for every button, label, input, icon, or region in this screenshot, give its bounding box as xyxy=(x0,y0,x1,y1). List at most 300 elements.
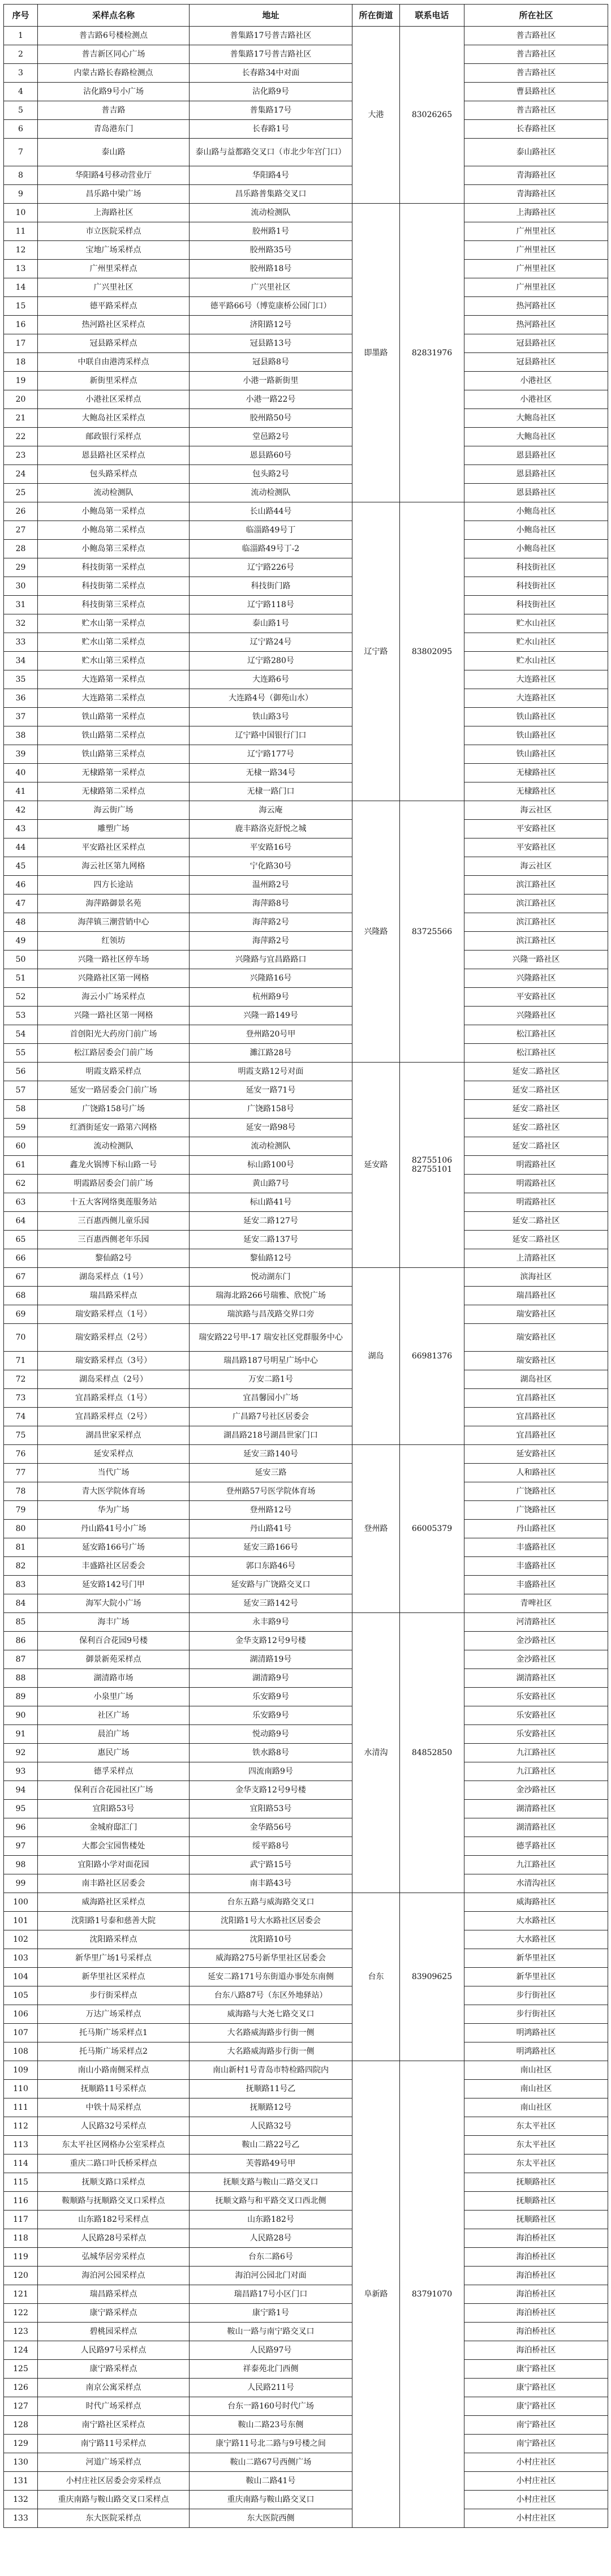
address-cell: 海泊河公园北门对面 xyxy=(190,2267,352,2285)
row-index: 121 xyxy=(4,2285,38,2304)
site-name-cell: 四方长途站 xyxy=(38,876,190,894)
row-index: 73 xyxy=(4,1389,38,1408)
table-row xyxy=(4,782,608,801)
community-cell: 青海路社区 xyxy=(464,166,608,185)
site-name-cell: 铁山路第二采样点 xyxy=(38,726,190,745)
address-cell: 流动检测队 xyxy=(190,1137,352,1156)
row-index: 104 xyxy=(4,1968,38,1986)
site-name-cell: 御景新苑采样点 xyxy=(38,1650,190,1669)
address-cell: 南山新村1号青岛市特检路四院内 xyxy=(190,2061,352,2080)
address-cell: 宁化路30号 xyxy=(190,857,352,876)
community-cell: 铁山路社区 xyxy=(464,726,608,745)
address-cell: 永丰路9号 xyxy=(190,1613,352,1632)
community-cell: 湖清路社区 xyxy=(464,1669,608,1688)
address-cell: 小港一路新街里 xyxy=(190,372,352,390)
site-name-cell: 普吉路 xyxy=(38,101,190,120)
table-row xyxy=(4,1445,608,1464)
community-cell: 广州里社区 xyxy=(464,222,608,241)
community-cell: 抚顺路社区 xyxy=(464,2192,608,2211)
community-cell: 科技街社区 xyxy=(464,577,608,596)
sampling-sites-table xyxy=(3,4,608,2528)
row-index: 14 xyxy=(4,278,38,297)
community-cell: 广州里社区 xyxy=(464,241,608,260)
street-cell: 辽宁路 xyxy=(352,502,400,801)
community-cell: 抚顺路社区 xyxy=(464,2173,608,2192)
site-name-cell: 兴隆一路社区停车场 xyxy=(38,951,190,969)
address-cell: 胶州路35号 xyxy=(190,241,352,260)
row-index: 36 xyxy=(4,689,38,708)
address-cell: 普集路17号普吉路社区 xyxy=(190,27,352,45)
community-cell: 水清沟社区 xyxy=(464,1874,608,1893)
row-index: 77 xyxy=(4,1464,38,1482)
address-cell: 恩县路60号 xyxy=(190,446,352,465)
community-cell: 新华里社区 xyxy=(464,1949,608,1968)
row-index: 93 xyxy=(4,1762,38,1781)
table-row xyxy=(4,2173,608,2192)
community-cell: 普吉路社区 xyxy=(464,64,608,83)
community-cell: 延安二路社区 xyxy=(464,1119,608,1137)
site-name-cell: 湖岛采样点（2号） xyxy=(38,1370,190,1389)
table-row xyxy=(4,2472,608,2491)
address-cell: 鹿丰路洛克舒悦之城 xyxy=(190,820,352,838)
address-cell: 明霞支路12号对面 xyxy=(190,1063,352,1081)
row-index: 44 xyxy=(4,838,38,857)
row-index: 65 xyxy=(4,1231,38,1249)
community-cell: 瑞安路社区 xyxy=(464,1324,608,1352)
address-cell: 万安二路1号 xyxy=(190,1370,352,1389)
row-index: 108 xyxy=(4,2042,38,2061)
row-index: 64 xyxy=(4,1212,38,1231)
site-name-cell: 威海路社区采样点 xyxy=(38,1893,190,1912)
row-index: 102 xyxy=(4,1930,38,1949)
site-name-cell: 南宁路社区采样点 xyxy=(38,2416,190,2435)
address-cell: 泰山路与益都路交叉口（市北少年宫门口） xyxy=(190,139,352,166)
address-cell: 小港一路22号 xyxy=(190,390,352,409)
row-index: 13 xyxy=(4,260,38,278)
row-index: 78 xyxy=(4,1482,38,1501)
site-name-cell: 大连路第二采样点 xyxy=(38,689,190,708)
table-row xyxy=(4,1725,608,1744)
row-index: 26 xyxy=(4,502,38,521)
community-cell: 冠县路社区 xyxy=(464,334,608,353)
community-cell: 南山社区 xyxy=(464,2080,608,2098)
row-index: 19 xyxy=(4,372,38,390)
row-index: 130 xyxy=(4,2453,38,2472)
community-cell: 金沙路社区 xyxy=(464,1650,608,1669)
table-row xyxy=(4,689,608,708)
address-cell: 四流南路9号 xyxy=(190,1762,352,1781)
table-row xyxy=(4,204,608,222)
row-index: 21 xyxy=(4,409,38,428)
row-index: 70 xyxy=(4,1324,38,1352)
row-index: 51 xyxy=(4,969,38,988)
site-name-cell: 小港社区采样点 xyxy=(38,390,190,409)
community-cell: 普吉路社区 xyxy=(464,101,608,120)
site-name-cell: 包头路采样点 xyxy=(38,465,190,484)
site-name-cell: 延安采样点 xyxy=(38,1445,190,1464)
table-row xyxy=(4,2136,608,2154)
community-cell: 湖岛社区 xyxy=(464,1370,608,1389)
table-row xyxy=(4,1912,608,1930)
community-cell: 小村庄社区 xyxy=(464,2509,608,2528)
table-row xyxy=(4,1100,608,1119)
community-cell: 泰山路社区 xyxy=(464,139,608,166)
row-index: 29 xyxy=(4,558,38,577)
table-row xyxy=(4,2211,608,2229)
table-row xyxy=(4,1594,608,1613)
table-row xyxy=(4,278,608,297)
site-name-cell: 红领坊 xyxy=(38,932,190,951)
site-name-cell: 新华里广场1号采样点 xyxy=(38,1949,190,1968)
table-row xyxy=(4,2360,608,2379)
site-name-cell: 海云社区第九网格 xyxy=(38,857,190,876)
table-row xyxy=(4,1268,608,1287)
row-index: 38 xyxy=(4,726,38,745)
header-community: 所在社区 xyxy=(464,5,608,27)
row-index: 97 xyxy=(4,1837,38,1856)
table-row xyxy=(4,2005,608,2024)
row-index: 52 xyxy=(4,988,38,1007)
address-cell: 延安三路 xyxy=(190,1464,352,1482)
community-cell: 无棣路社区 xyxy=(464,782,608,801)
site-name-cell: 瑞昌路采样点 xyxy=(38,2285,190,2304)
address-cell: 广饶路158号 xyxy=(190,1100,352,1119)
table-row xyxy=(4,1408,608,1426)
row-index: 85 xyxy=(4,1613,38,1632)
row-index: 107 xyxy=(4,2024,38,2042)
table-row xyxy=(4,1874,608,1893)
site-name-cell: 社区广场 xyxy=(38,1706,190,1725)
community-cell: 东太平社区 xyxy=(464,2136,608,2154)
row-index: 4 xyxy=(4,83,38,101)
address-cell: 辽宁路24号 xyxy=(190,633,352,652)
address-cell: 抚顺文路与和平路交叉口西北侧 xyxy=(190,2192,352,2211)
site-name-cell: 重庆二路口叶氏桥采样点 xyxy=(38,2154,190,2173)
row-index: 71 xyxy=(4,1352,38,1370)
site-name-cell: 宜昌路采样点（1号） xyxy=(38,1389,190,1408)
address-cell: 科技街门路 xyxy=(190,577,352,596)
site-name-cell: 大连路第一采样点 xyxy=(38,670,190,689)
site-name-cell: 德平路采样点 xyxy=(38,297,190,316)
address-cell: 乐安路9号 xyxy=(190,1688,352,1706)
site-name-cell: 明霞支路采样点 xyxy=(38,1063,190,1081)
site-name-cell: 海泊河公园采样点 xyxy=(38,2267,190,2285)
address-cell: 长春路1号 xyxy=(190,120,352,139)
table-row xyxy=(4,2229,608,2248)
site-name-cell: 邮政银行采样点 xyxy=(38,428,190,446)
address-cell: 临淄路49号丁-2 xyxy=(190,540,352,558)
address-cell: 延安二路127号 xyxy=(190,1212,352,1231)
table-row xyxy=(4,951,608,969)
row-index: 46 xyxy=(4,876,38,894)
site-name-cell: 首创阳光大药房门前广场 xyxy=(38,1025,190,1044)
table-row xyxy=(4,558,608,577)
row-index: 16 xyxy=(4,316,38,334)
address-cell: 流动检测队 xyxy=(190,484,352,502)
row-index: 87 xyxy=(4,1650,38,1669)
address-cell: 威海路275号新华里社区居委会 xyxy=(190,1949,352,1968)
community-cell: 大连路社区 xyxy=(464,670,608,689)
table-row xyxy=(4,1287,608,1305)
phone-cell: 83791070 xyxy=(400,2061,464,2528)
table-row xyxy=(4,484,608,502)
address-cell: 登州路57号医学院体育场 xyxy=(190,1482,352,1501)
community-cell: 大鲍岛社区 xyxy=(464,409,608,428)
community-cell: 松江路社区 xyxy=(464,1044,608,1063)
address-cell: 辽宁路118号 xyxy=(190,596,352,614)
address-cell: 武宁路15号 xyxy=(190,1856,352,1874)
community-cell: 明鸿路社区 xyxy=(464,2024,608,2042)
community-cell: 乐安路社区 xyxy=(464,1706,608,1725)
table-row xyxy=(4,1137,608,1156)
row-index: 53 xyxy=(4,1007,38,1025)
table-row xyxy=(4,764,608,782)
header-index: 序号 xyxy=(4,5,38,27)
address-cell: 丹山路41号 xyxy=(190,1520,352,1538)
row-index: 11 xyxy=(4,222,38,241)
site-name-cell: 沈阳路采样点 xyxy=(38,1930,190,1949)
row-index: 18 xyxy=(4,353,38,372)
site-name-cell: 金城府邸汇门 xyxy=(38,1818,190,1837)
row-index: 89 xyxy=(4,1688,38,1706)
community-cell: 小村庄社区 xyxy=(464,2472,608,2491)
row-index: 62 xyxy=(4,1175,38,1193)
row-index: 128 xyxy=(4,2416,38,2435)
community-cell: 南宁路社区 xyxy=(464,2435,608,2453)
row-index: 124 xyxy=(4,2341,38,2360)
row-index: 120 xyxy=(4,2267,38,2285)
address-cell: 大连路6号 xyxy=(190,670,352,689)
site-name-cell: 冠县路采样点 xyxy=(38,334,190,353)
table-row xyxy=(4,1249,608,1268)
phone-cell: 83909625 xyxy=(400,1893,464,2061)
community-cell: 兴隆路社区 xyxy=(464,969,608,988)
community-cell: 步行街社区 xyxy=(464,2005,608,2024)
community-cell: 瑞安路社区 xyxy=(464,1352,608,1370)
address-cell: 山东路182号 xyxy=(190,2211,352,2229)
site-name-cell: 小泉里广场 xyxy=(38,1688,190,1706)
community-cell: 小鲍岛社区 xyxy=(464,521,608,540)
address-cell: 兴隆路16号 xyxy=(190,969,352,988)
address-cell: 人民路211号 xyxy=(190,2379,352,2397)
row-index: 84 xyxy=(4,1594,38,1613)
community-cell: 乐安路社区 xyxy=(464,1725,608,1744)
site-name-cell: 雕塑广场 xyxy=(38,820,190,838)
community-cell: 兴隆一路社区 xyxy=(464,951,608,969)
table-row xyxy=(4,652,608,670)
row-index: 67 xyxy=(4,1268,38,1287)
community-cell: 小村庄社区 xyxy=(464,2453,608,2472)
site-name-cell: 青岛港东门 xyxy=(38,120,190,139)
table-row xyxy=(4,2397,608,2416)
table-row xyxy=(4,1025,608,1044)
address-cell: 瑞海北路266号瑞雅、欣悦广场 xyxy=(190,1287,352,1305)
table-row xyxy=(4,1688,608,1706)
address-cell: 鞍山二路23号东侧 xyxy=(190,2416,352,2435)
site-name-cell: 广兴里社区 xyxy=(38,278,190,297)
address-cell: 延安三路142号 xyxy=(190,1594,352,1613)
address-cell: 沈阳路10号 xyxy=(190,1930,352,1949)
community-cell: 曹县路社区 xyxy=(464,83,608,101)
address-cell: 金华支路12号9号楼 xyxy=(190,1781,352,1800)
site-name-cell: 热河路社区采样点 xyxy=(38,316,190,334)
row-index: 54 xyxy=(4,1025,38,1044)
row-index: 109 xyxy=(4,2061,38,2080)
address-cell: 海萍路8号 xyxy=(190,894,352,913)
table-row xyxy=(4,2267,608,2285)
row-index: 66 xyxy=(4,1249,38,1268)
community-cell: 平安路社区 xyxy=(464,838,608,857)
table-row xyxy=(4,596,608,614)
table-row xyxy=(4,1063,608,1081)
phone-cell: 83802095 xyxy=(400,502,464,801)
table-row xyxy=(4,521,608,540)
site-name-cell: 抚顺支路口采样点 xyxy=(38,2173,190,2192)
table-row xyxy=(4,1856,608,1874)
phone-cell: 83725566 xyxy=(400,801,464,1063)
address-cell: 胶州路50号 xyxy=(190,409,352,428)
community-cell: 小港社区 xyxy=(464,372,608,390)
community-cell: 德孚路社区 xyxy=(464,1837,608,1856)
community-cell: 宜昌路社区 xyxy=(464,1389,608,1408)
site-name-cell: 瑞昌路采样点 xyxy=(38,1287,190,1305)
table-row xyxy=(4,1930,608,1949)
community-cell: 普吉路社区 xyxy=(464,27,608,45)
address-cell: 抚顺路11号乙 xyxy=(190,2080,352,2098)
row-index: 30 xyxy=(4,577,38,596)
community-cell: 贮水山社区 xyxy=(464,652,608,670)
table-row xyxy=(4,2098,608,2117)
community-cell: 广州里社区 xyxy=(464,260,608,278)
community-cell: 上清路社区 xyxy=(464,1249,608,1268)
address-cell: 鞍山二路22号乙 xyxy=(190,2136,352,2154)
community-cell: 铁山路社区 xyxy=(464,708,608,726)
street-cell: 登州路 xyxy=(352,1445,400,1613)
address-cell: 台东一路160号时代广场 xyxy=(190,2397,352,2416)
row-index: 91 xyxy=(4,1725,38,1744)
row-index: 112 xyxy=(4,2117,38,2136)
table-row xyxy=(4,1669,608,1688)
site-name-cell: 贮水山第二采样点 xyxy=(38,633,190,652)
table-row xyxy=(4,1837,608,1856)
address-cell: 宜阳路53号 xyxy=(190,1800,352,1818)
table-row xyxy=(4,1818,608,1837)
site-name-cell: 宝地广场采样点 xyxy=(38,241,190,260)
address-cell: 鞍山二路67号西侧广场 xyxy=(190,2453,352,2472)
address-cell: 沾化路9号 xyxy=(190,83,352,101)
row-index: 37 xyxy=(4,708,38,726)
community-cell: 宜昌路社区 xyxy=(464,1426,608,1445)
address-cell: 无棣一路门口 xyxy=(190,782,352,801)
site-name-cell: 十五大客网络奥莲服务站 xyxy=(38,1193,190,1212)
row-index: 126 xyxy=(4,2379,38,2397)
address-cell: 瑞滨路与昌茂路交界口旁 xyxy=(190,1305,352,1324)
table-row xyxy=(4,633,608,652)
community-cell: 广饶路社区 xyxy=(464,1482,608,1501)
row-index: 57 xyxy=(4,1081,38,1100)
community-cell: 小村庄社区 xyxy=(464,2491,608,2509)
site-name-cell: 铁山路第三采样点 xyxy=(38,745,190,764)
address-cell: 铁山路3号 xyxy=(190,708,352,726)
community-cell: 滨海社区 xyxy=(464,1268,608,1287)
community-cell: 平安路社区 xyxy=(464,988,608,1007)
community-cell: 长春路社区 xyxy=(464,120,608,139)
table-row xyxy=(4,1893,608,1912)
community-cell: 广饶路社区 xyxy=(464,1501,608,1520)
community-cell: 科技街社区 xyxy=(464,558,608,577)
site-name-cell: 海丰广场 xyxy=(38,1613,190,1632)
community-cell: 大水路社区 xyxy=(464,1930,608,1949)
row-index: 10 xyxy=(4,204,38,222)
community-cell: 大鲍岛社区 xyxy=(464,428,608,446)
row-index: 113 xyxy=(4,2136,38,2154)
address-cell: 湖清路9号 xyxy=(190,1669,352,1688)
row-index: 123 xyxy=(4,2323,38,2341)
address-cell: 瑞昌路17号小区门口 xyxy=(190,2285,352,2304)
community-cell: 湖清路社区 xyxy=(464,1800,608,1818)
address-cell: 登州路12号 xyxy=(190,1501,352,1520)
site-name-cell: 延安一路居委会门前广场 xyxy=(38,1081,190,1100)
site-name-cell: 黎仙路2号 xyxy=(38,1249,190,1268)
table-row xyxy=(4,27,608,45)
site-name-cell: 碧桃园采样点 xyxy=(38,2323,190,2341)
address-cell: 标山路100号 xyxy=(190,1156,352,1175)
table-row xyxy=(4,820,608,838)
community-cell: 威海路社区 xyxy=(464,1893,608,1912)
table-row xyxy=(4,1370,608,1389)
site-name-cell: 兴隆路社区第一网格 xyxy=(38,969,190,988)
table-row xyxy=(4,1305,608,1324)
row-index: 81 xyxy=(4,1538,38,1557)
community-cell: 金沙路社区 xyxy=(464,1632,608,1650)
address-cell: 普集路17号普吉路社区 xyxy=(190,45,352,64)
site-name-cell: 时代广场采样点 xyxy=(38,2397,190,2416)
address-cell: 重庆南路与鞍山路交叉口 xyxy=(190,2491,352,2509)
table-row xyxy=(4,2323,608,2341)
table-row xyxy=(4,465,608,484)
community-cell: 瑞昌路社区 xyxy=(464,1287,608,1305)
site-name-cell: 当代广场 xyxy=(38,1464,190,1482)
street-cell: 即墨路 xyxy=(352,204,400,502)
table-row xyxy=(4,83,608,101)
community-cell: 东太平社区 xyxy=(464,2117,608,2136)
site-name-cell: 红酒街延安一路第六网格 xyxy=(38,1119,190,1137)
address-cell: 铁水路8号 xyxy=(190,1744,352,1762)
address-cell: 温州路2号 xyxy=(190,876,352,894)
row-index: 58 xyxy=(4,1100,38,1119)
address-cell: 长春路34中对面 xyxy=(190,64,352,83)
table-row xyxy=(4,241,608,260)
address-cell: 大名路威海路步行街一侧 xyxy=(190,2024,352,2042)
row-index: 42 xyxy=(4,801,38,820)
community-cell: 海云社区 xyxy=(464,857,608,876)
table-row xyxy=(4,1781,608,1800)
address-cell: 抚顺支路与鞍山二路交叉口 xyxy=(190,2173,352,2192)
site-name-cell: 流动检测队 xyxy=(38,1137,190,1156)
table-row xyxy=(4,2341,608,2360)
site-name-cell: 弘城华居旁采样点 xyxy=(38,2248,190,2267)
address-cell: 沈阳路1号大水路社区居委会 xyxy=(190,1912,352,1930)
address-cell: 昌乐路普集路交叉口 xyxy=(190,185,352,204)
phone-cell: 66981376 xyxy=(400,1268,464,1445)
row-index: 122 xyxy=(4,2304,38,2323)
table-row xyxy=(4,614,608,633)
site-name-cell: 松江路居委会门前广场 xyxy=(38,1044,190,1063)
community-cell: 南山社区 xyxy=(464,2098,608,2117)
table-row xyxy=(4,2416,608,2435)
address-cell: 普集路17号 xyxy=(190,101,352,120)
phone-cell: 82755106 82755101 xyxy=(400,1063,464,1268)
